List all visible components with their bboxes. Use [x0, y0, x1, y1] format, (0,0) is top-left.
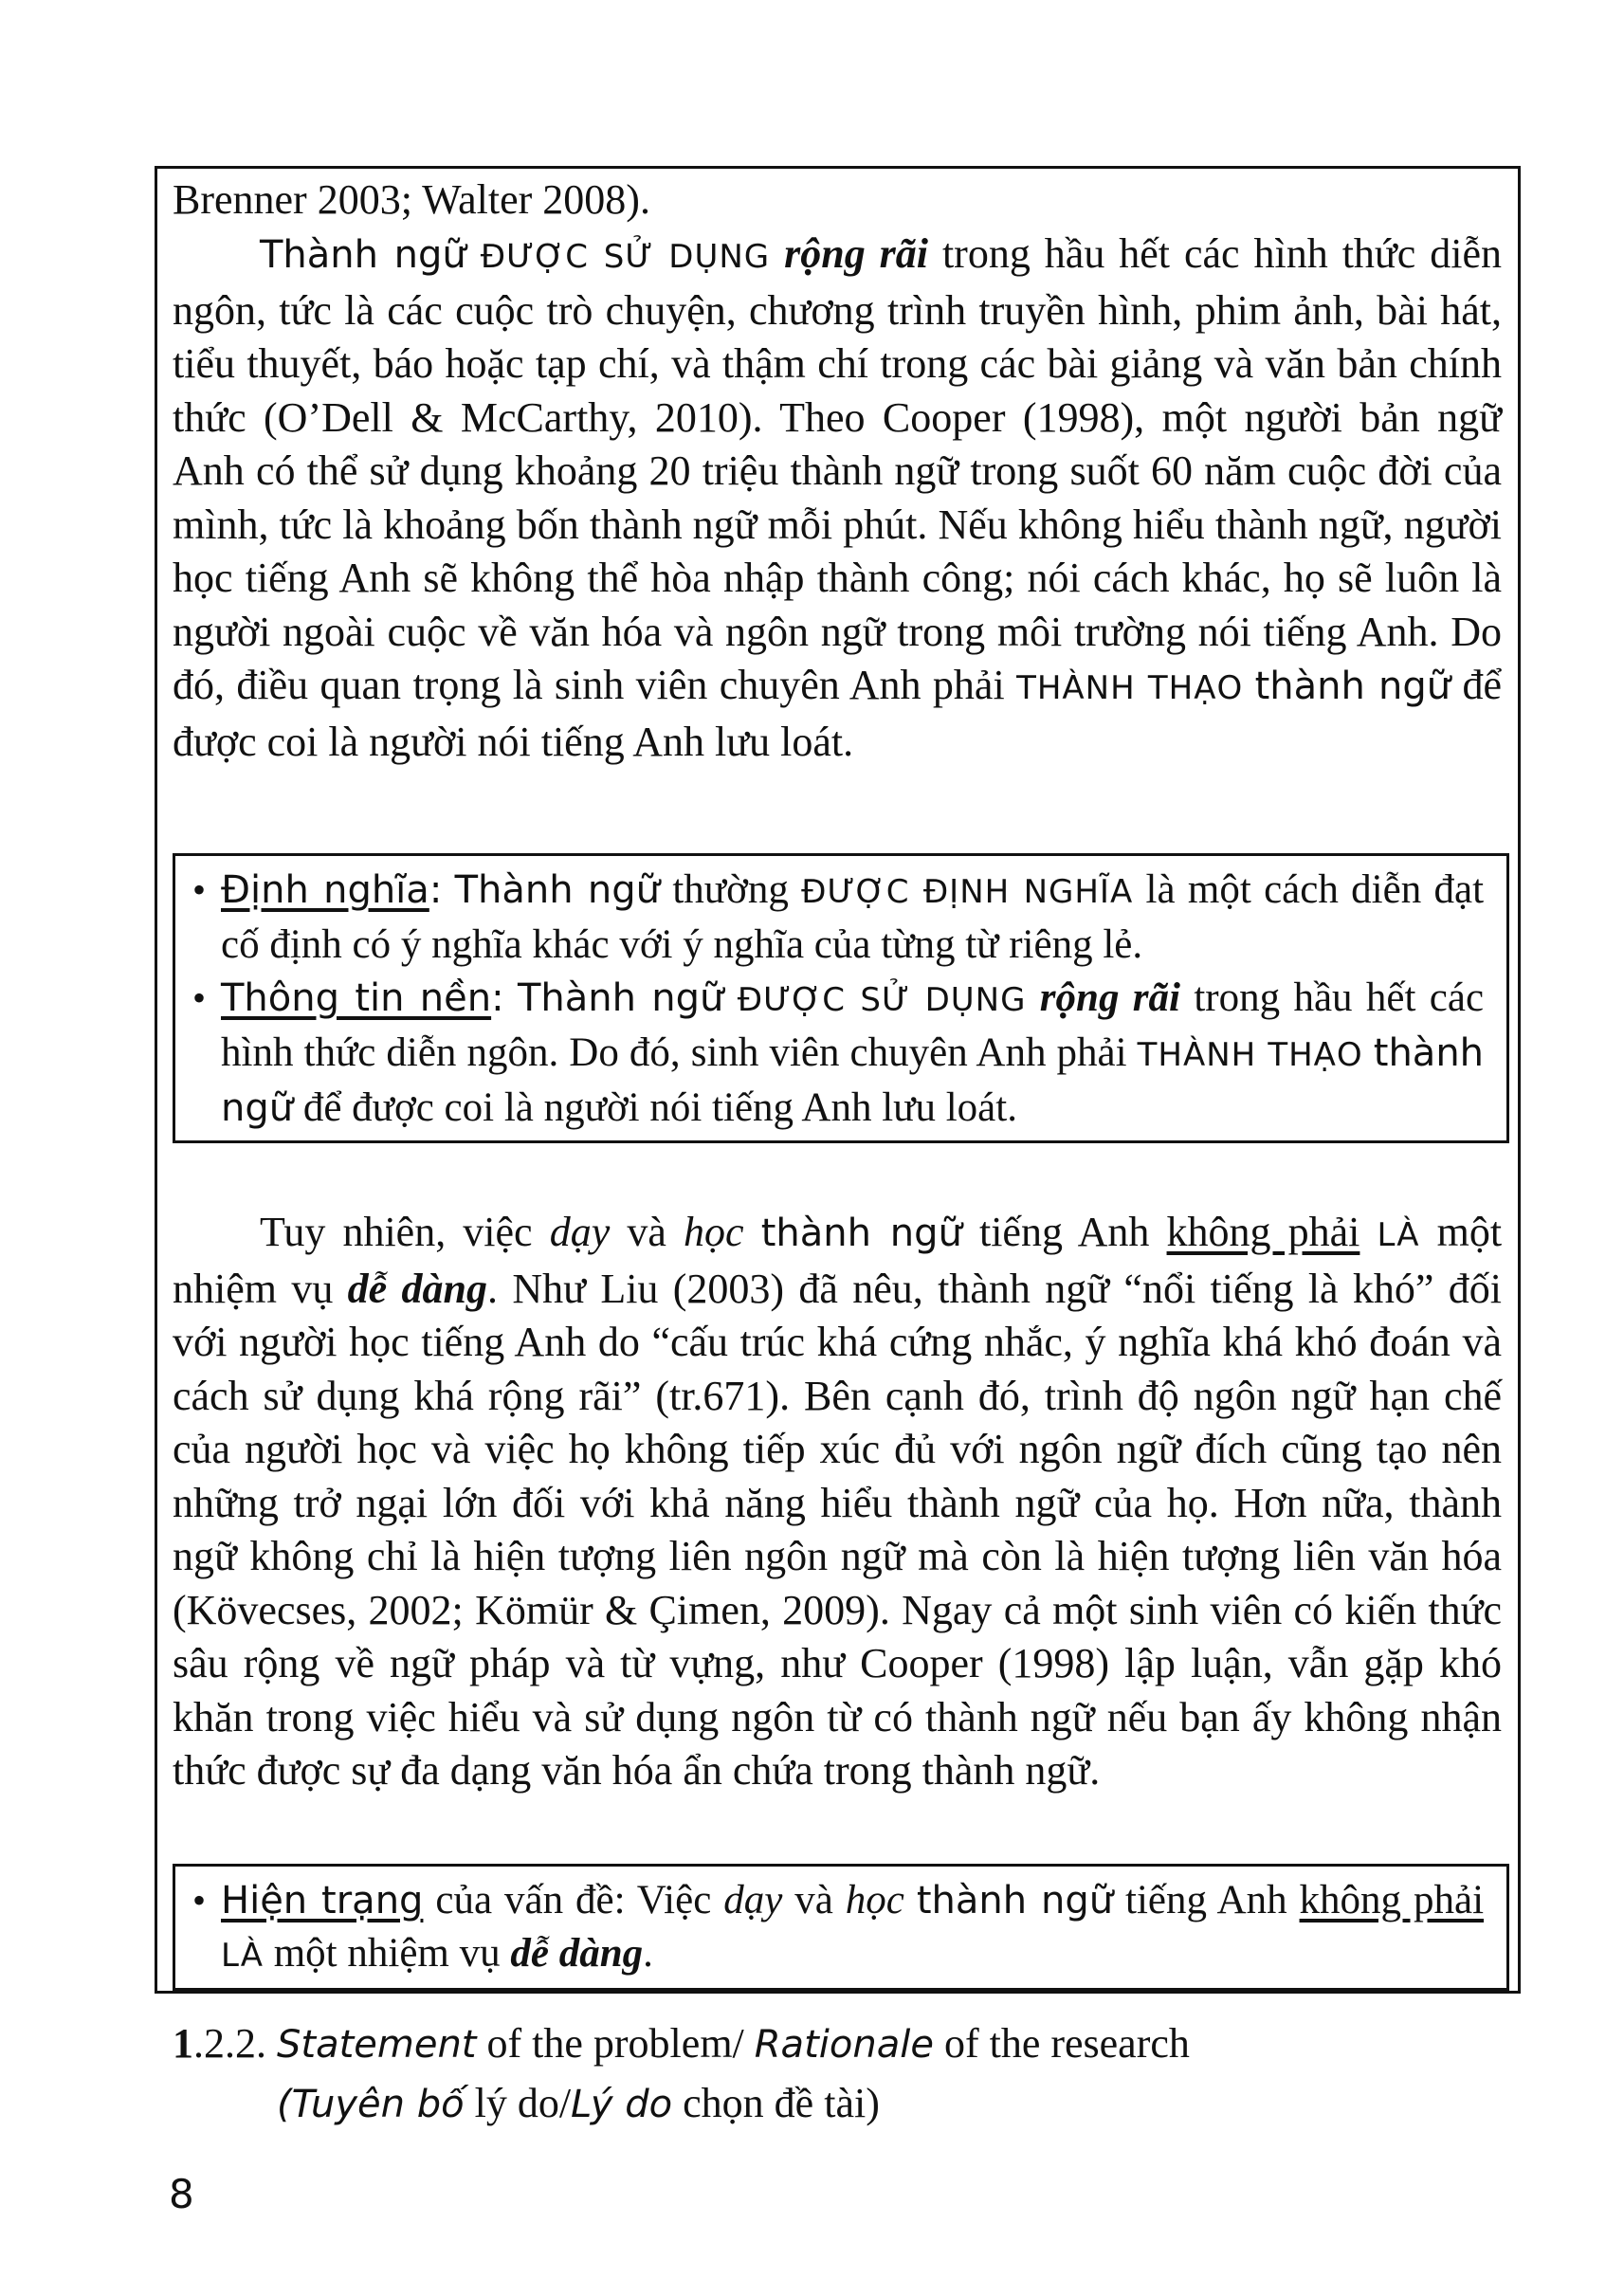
- paragraph-text: một nhiệm vụ: [173, 1209, 1503, 1312]
- phrase-thanh-ngu: thành ngữ: [221, 1031, 1485, 1130]
- paragraph-text: Tuy nhiên, việc: [260, 1209, 533, 1255]
- paragraph-text: trong hầu hết các hình thức diễn ngôn, tức là các cuộc trò chuyện, chương trình truyền hình, phim ảnh, bài hát, tiểu thuyết, báo hoặc tạp chí, và thậm chí trong các bài giảng và văn bản chính thức (O’Dell & McCarthy, 2010). Theo Cooper (1998), một người bản ngữ Anh có thể sử dụng khoảng 20 triệu thành ngữ trong suốt 60 năm cuộc đời của mình, tức là khoảng bốn thành ngữ mỗi phút. Nếu không hiểu thành ngữ, người học tiếng Anh sẽ không thể hòa nhập thành công; nói cách khác, họ sẽ luôn là người ngoài cuộc về văn hóa và ngôn ngữ trong môi trường nói tiếng Anh. Do đó, điều quan trọng là sinh viên chuyên Anh phải: [173, 230, 1502, 708]
- paragraph-idiom-usage: [173, 228, 1502, 769]
- paragraph-difficulty: [173, 1206, 1502, 1798]
- paragraph-text: tiếng Anh: [978, 1209, 1150, 1255]
- label-colon: :: [491, 976, 504, 1020]
- bullet-text: [221, 864, 1484, 972]
- paragraph-text: . Như Liu (2003) đã nêu, thành ngữ “nổi tiếng là khó” đối với người học tiếng Anh do “cấu trúc khá cứng nhắc, ý nghĩa khá khó đoán và cách sử dụng khá rộng rãi” (tr.671). Bên cạnh đó, trình độ ngôn ngữ hạn chế của người học và việc họ không tiếp xúc đủ với ngôn ngữ đích cũng tạo nên những trở ngại lớn đối với khả năng hiểu thành ngữ của họ. Hơn nữa, thành ngữ không chỉ là hiện tượng liên ngôn ngữ mà còn là hiện tượng liên văn hóa (Kövecses, 2002; Kömür & Çimen, 2009). Ngay cả một sinh viên có kiến thức sâu rộng về ngữ pháp và từ vựng, như Cooper (1998) lập luận, vẫn gặp khó khăn trong việc hiểu và sử dụng ngôn từ có thành ngữ nếu bạn ấy không nhận thức được sự đa dạng văn hóa ẩn chứa trong thành ngữ.: [173, 1265, 1503, 1794]
- phrase-rong-rai: rộng rãi: [784, 230, 928, 277]
- summary-box-status: [173, 1864, 1509, 1991]
- heading-number-rest: .2.2.: [193, 2020, 266, 2067]
- phrase-thanh-ngu: thành ngữ: [760, 1212, 962, 1255]
- phrase-duoc-su-dung: ĐƯỢC SỬ DỤNG: [480, 238, 771, 276]
- word-hoc: học: [684, 1209, 744, 1255]
- word-la: LÀ: [221, 1937, 264, 1975]
- label-colon: :: [429, 868, 443, 912]
- bullet-text: [221, 1874, 1484, 1982]
- paragraph-text: và: [627, 1209, 666, 1255]
- heading-tuyen-bo: Tuyên bố: [291, 2083, 465, 2126]
- phrase-khong-phai: không phải: [1166, 1209, 1360, 1255]
- page-number: 8: [169, 2171, 194, 2217]
- bullet-text-part: một nhiệm vụ: [273, 1931, 501, 1976]
- bullet-text: [221, 972, 1484, 1135]
- continuation-text: Brenner 2003; Walter 2008).: [173, 176, 650, 223]
- bullet-text-part: để được coi là người nói tiếng Anh lưu loát.: [302, 1085, 1017, 1130]
- summary-box-definition: [173, 853, 1509, 1143]
- label-thong-tin-nen: Thông tin nền: [221, 976, 492, 1020]
- phrase-thanh-thao: THÀNH THẠO: [1016, 669, 1244, 707]
- bullet-icon: •: [192, 1879, 207, 1922]
- phrase-rong-rai: rộng rãi: [1039, 975, 1180, 1020]
- phrase-de-dang: dễ dàng: [347, 1265, 488, 1312]
- heading-text: of the research: [943, 2020, 1190, 2067]
- phrase-khong-phai: không phải: [1299, 1878, 1485, 1922]
- phrase-thanh-ngu: Thành ngữ: [517, 976, 724, 1020]
- phrase-thanh-ngu: thành ngữ: [916, 1879, 1114, 1922]
- phrase-thanh-ngu: Thành ngữ: [454, 868, 660, 912]
- paragraph-text: để được coi là người nói tiếng Anh lưu loát.: [173, 662, 1502, 765]
- bullet-text-part: tiếng Anh: [1125, 1878, 1287, 1922]
- bullet-status: [192, 1874, 1484, 1982]
- phrase-thanh-thao: THÀNH THẠO: [1137, 1036, 1363, 1074]
- bullet-text-part: là một cách diễn đạt cố định có ý nghĩa khác với ý nghĩa của từng từ riêng lẻ.: [221, 867, 1485, 967]
- label-hien-trang: Hiện trạng: [221, 1879, 424, 1922]
- bullet-icon: •: [192, 976, 207, 1019]
- phrase-duoc-su-dung: ĐƯỢC SỬ DỤNG: [737, 981, 1027, 1019]
- bullet-background: [192, 972, 1484, 1135]
- heading-text: lý do/: [474, 2080, 572, 2126]
- heading-text: chọn đề tài): [683, 2080, 880, 2126]
- word-hoc: học: [845, 1878, 904, 1922]
- heading-statement: Statement: [277, 2023, 477, 2067]
- heading-number: 1: [173, 2020, 193, 2067]
- heading-paren: (: [277, 2083, 292, 2126]
- word-la: LÀ: [1377, 1216, 1420, 1254]
- heading-line-2: [173, 2074, 1190, 2134]
- heading-line-1: [173, 2014, 1190, 2074]
- section-heading: [173, 2014, 1190, 2134]
- phrase-de-dang: dễ dàng: [510, 1931, 644, 1976]
- bullet-text-part: .: [643, 1931, 653, 1976]
- phrase-thanh-ngu: Thành ngữ: [260, 233, 466, 277]
- word-day: dạy: [723, 1878, 783, 1922]
- bullet-text-part: thường: [672, 867, 789, 912]
- bullet-text-part: của vấn đề: Việc: [435, 1878, 712, 1922]
- bullet-definition: [192, 864, 1484, 972]
- heading-rationale: Rationale: [754, 2023, 934, 2067]
- heading-text: of the problem/: [486, 2020, 744, 2067]
- label-dinh-nghia: Định nghĩa: [221, 868, 429, 912]
- bullet-text-part: và: [794, 1878, 833, 1922]
- paragraph-continuation: [173, 173, 1502, 228]
- bullet-icon: •: [192, 868, 207, 911]
- word-day: dạy: [549, 1209, 611, 1255]
- phrase-thanh-ngu: thành ngữ: [1254, 665, 1451, 708]
- heading-ly-do: Lý do: [571, 2083, 673, 2126]
- phrase-duoc-dinh-nghia: ĐƯỢC ĐỊNH NGHĨA: [801, 873, 1134, 911]
- bullet-text-part: trong hầu hết các hình thức diễn ngôn. Do đó, sinh viên chuyên Anh phải: [221, 975, 1485, 1075]
